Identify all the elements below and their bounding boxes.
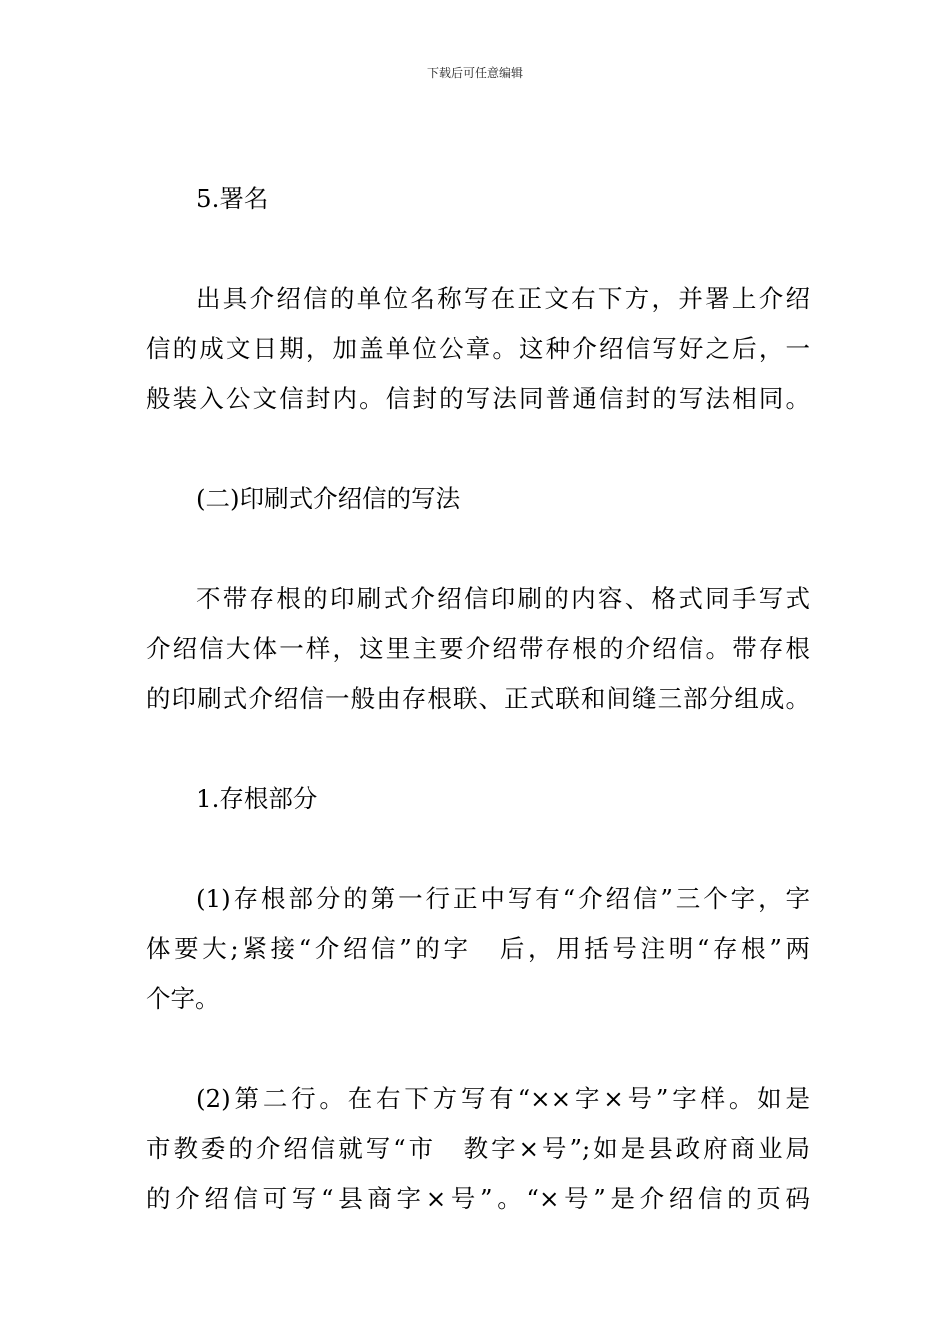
section-heading-signature: 5.署名 [196,184,269,213]
page-header-note: 下载后可任意编辑 [426,66,523,80]
paragraph-line: 体要大;紧接“介绍信”的字 后，用括号注明“存根”两 [146,934,810,963]
paragraph-line: 的介绍信可写“县商字×号”。“×号”是介绍信的页码 [146,1184,810,1213]
paragraph-line: 介绍信大体一样，这里主要介绍带存根的介绍信。带存根 [146,634,810,663]
paragraph-line: 出具介绍信的单位名称写在正文右下方，并署上介绍 [196,284,810,313]
paragraph-line: 不带存根的印刷式介绍信印刷的内容、格式同手写式 [196,584,810,613]
section-heading-stub: 1.存根部分 [196,784,318,813]
paragraph-line: 市教委的介绍信就写“市 教字×号”;如是县政府商业局 [146,1134,810,1163]
paragraph-line: (1)存根部分的第一行正中写有“介绍信”三个字，字 [196,884,810,913]
paragraph-line: (2)第二行。在右下方写有“××字×号”字样。如是 [196,1084,810,1113]
paragraph-line: 的印刷式介绍信一般由存根联、正式联和间缝三部分组成。 [146,684,810,713]
paragraph-line: 信的成文日期，加盖单位公章。这种介绍信写好之后，一 [146,334,810,363]
section-heading-printed-letter: (二)印刷式介绍信的写法 [196,484,461,513]
paragraph-line: 般装入公文信封内。信封的写法同普通信封的写法相同。 [146,384,810,413]
paragraph-line: 个字。 [146,984,220,1013]
